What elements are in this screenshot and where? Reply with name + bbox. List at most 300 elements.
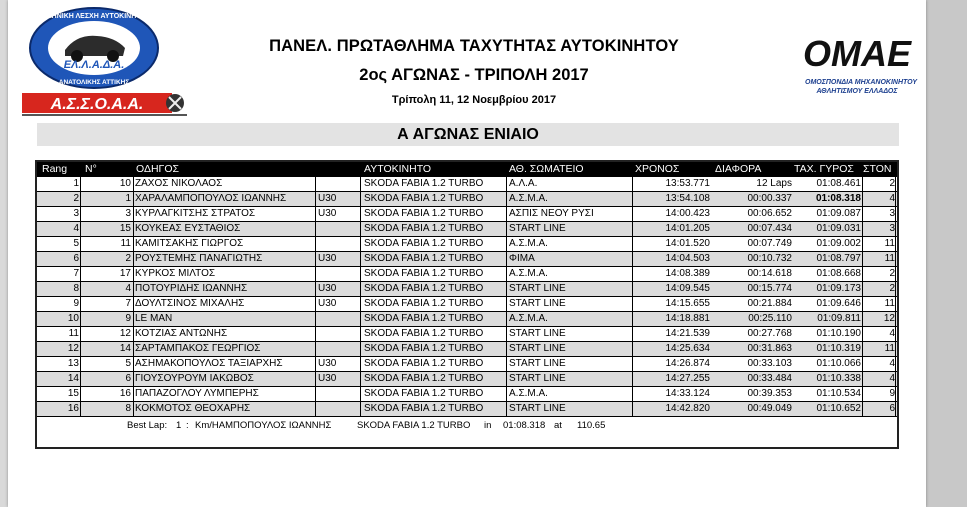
cell-time: 14:42.820 [665,403,710,414]
cell-driver: ΠΑΠΑΖΟΓΛΟΥ ΛΥΜΠΕΡΗΣ [135,388,259,399]
cell-cls: U30 [318,253,337,264]
column-divider [632,312,633,326]
column-divider [80,222,81,236]
cell-rang: 9 [73,298,79,309]
column-divider [895,312,896,326]
cell-fastlap: 01:10.066 [816,358,861,369]
cell-diff: 12 Laps [756,178,792,189]
cell-no: 17 [119,268,131,279]
cell-car: SKODA FABIA 1.2 TURBO [364,253,484,264]
column-divider [862,297,863,311]
cell-no: 4 [125,283,131,294]
cell-fastlap: 01:09.087 [816,208,861,219]
cell-no: 14 [119,343,131,354]
cell-rang: 8 [73,283,79,294]
cell-club: ΦΙΜΑ [509,253,535,264]
column-divider [133,192,134,206]
column-divider [133,252,134,266]
column-divider [506,222,507,236]
section-title: Α ΑΓΩΝΑΣ ΕΝΙΑΙΟ [397,126,539,143]
column-divider [862,327,863,341]
cell-rang: 10 [67,313,79,324]
column-divider [133,402,134,416]
cell-driver: ΔΟΥΛΤΣΙΝΟΣ ΜΙΧΑΛΗΣ [135,298,245,309]
column-divider [895,237,896,251]
column-divider [895,372,896,386]
col-fastlap: ΤΑΧ. ΓΥΡΟΣ [794,163,854,175]
cell-diff: 00:25.110 [748,313,792,324]
column-divider [632,177,633,191]
cell-driver: LE MAN [135,313,173,324]
cell-club: ΑΣΠΙΣ ΝΕΟΥ ΡΥΣΙ [509,208,594,219]
column-divider [506,342,507,356]
column-divider [895,387,896,401]
column-divider [506,192,507,206]
table-row [37,342,897,357]
cell-rang: 3 [73,208,79,219]
best-lap-car: SKODA FABIA 1.2 TURBO [357,420,471,431]
cell-time: 14:15.655 [665,298,710,309]
column-divider [632,237,633,251]
column-divider [632,222,633,236]
cell-driver: ΚΟΥΚΕΑΣ ΕΥΣΤΑΘΙΟΣ [135,223,241,234]
cell-fastlap: 01:08.318 [815,193,861,204]
column-divider [315,327,316,341]
cell-time: 14:18.881 [665,313,710,324]
column-divider [895,282,896,296]
cell-club: START LINE [509,298,566,309]
cell-rang: 16 [67,403,79,414]
cell-diff: 00:15.774 [747,283,792,294]
cell-on-lap: 11 [884,238,895,249]
cell-rang: 12 [67,343,79,354]
cell-on-lap: 2 [889,283,895,294]
column-divider [862,342,863,356]
column-divider [80,282,81,296]
column-divider [315,312,316,326]
cell-no: 11 [120,238,131,249]
column-divider [315,282,316,296]
cell-fastlap: 01:08.461 [816,178,861,189]
column-divider [862,222,863,236]
column-divider [360,297,361,311]
column-divider [360,282,361,296]
logo-ring-text: ΕΛΛΗΝΙΚΗ ΛΕΣΧΗ ΑΥΤΟΚΙΝΗΤΟΥ [37,13,151,20]
cell-on-lap: 4 [889,358,895,369]
cell-club: START LINE [509,223,566,234]
cell-on-lap: 3 [889,223,895,234]
column-divider [506,177,507,191]
col-club: ΑΘ. ΣΩΜΑΤΕΙΟ [509,163,584,175]
cell-club: Α.Σ.Μ.Α. [509,388,548,399]
column-divider [133,207,134,221]
table-row [37,237,897,252]
omae-logo-text: ΟΜΑΕ [803,33,911,74]
column-divider [862,402,863,416]
cell-time: 13:54.108 [665,193,710,204]
cell-driver: ΓΙΟΥΣΟΥΡΟΥΜ ΙΑΚΩΒΟΣ [135,373,254,384]
column-divider [80,192,81,206]
column-divider [632,252,633,266]
cell-no: 12 [119,328,131,339]
column-divider [632,207,633,221]
banner-logo-text: Α.Σ.Σ.Ο.Α.Α. [50,96,144,113]
column-divider [862,177,863,191]
column-divider [862,312,863,326]
cell-rang: 15 [67,388,79,399]
table-row [37,267,897,282]
cell-time: 14:26.874 [665,358,710,369]
column-divider [315,252,316,266]
cell-no: 10 [119,178,131,189]
column-divider [360,222,361,236]
column-divider [862,387,863,401]
cell-time: 13:53.771 [665,178,710,189]
column-divider [862,237,863,251]
cell-no: 2 [125,253,131,264]
cell-fastlap: 01:10.190 [816,328,861,339]
cell-car: SKODA FABIA 1.2 TURBO [364,283,484,294]
best-lap-at: at [554,420,562,431]
column-divider [862,267,863,281]
logo-ring-bottom-text: ΑΝΑΤΟΛΙΚΗΣ ΑΤΤΙΚΗΣ [58,79,130,86]
table-header [37,162,897,177]
cell-driver: ΚΥΡΛΑΓΚΙΤΣΗΣ ΣΤΡΑΤΟΣ [135,208,256,219]
column-divider [506,402,507,416]
column-divider [315,402,316,416]
best-lap-number: 1 [176,420,182,431]
cell-driver: ΠΟΤΟΥΡΙΔΗΣ ΙΩΑΝΝΗΣ [135,283,248,294]
best-lap-label: Best Lap: [127,420,168,431]
cell-club: Α.Σ.Μ.Α. [509,238,548,249]
cell-driver: ΡΟΥΣΤΕΜΗΣ ΠΑΝΑΓΙΩΤΗΣ [135,253,263,264]
column-divider [506,282,507,296]
cell-club: START LINE [509,328,566,339]
best-lap-marker: : [186,420,189,431]
cell-car: SKODA FABIA 1.2 TURBO [364,298,484,309]
column-divider [862,192,863,206]
table-row [37,192,897,207]
omae-logo-sub1: ΟΜΟΣΠΟΝΔΙΑ ΜΗΧΑΝΟΚΙΝΗΤΟΥ [805,79,917,86]
cell-driver: ΣΑΡΤΑΜΠΑΚΟΣ ΓΕΩΡΓΙΟΣ [135,343,261,354]
col-onlap: ΣΤΟΝ [863,163,892,175]
column-divider [133,357,134,371]
cell-cls: U30 [318,283,337,294]
table-row [37,177,897,192]
cell-time: 14:08.389 [665,268,710,279]
column-divider [315,237,316,251]
column-divider [315,297,316,311]
best-lap-time: 01:08.318 [503,420,546,431]
column-divider [133,387,134,401]
column-divider [360,252,361,266]
cell-on-lap: 12 [883,313,895,324]
column-divider [80,327,81,341]
column-divider [862,372,863,386]
table-row [37,282,897,297]
cell-rang: 2 [73,193,79,204]
column-divider [360,387,361,401]
cell-on-lap: 4 [889,193,895,204]
cell-on-lap: 2 [889,268,895,279]
cell-driver: ΚΟΚΜΟΤΟΣ ΘΕΟΧΑΡΗΣ [135,403,251,414]
cell-cls: U30 [318,298,337,309]
table-row [37,297,897,312]
column-divider [632,282,633,296]
cell-fastlap: 01:09.646 [816,298,861,309]
column-divider [895,207,896,221]
column-divider [895,192,896,206]
column-divider [895,177,896,191]
column-divider [506,387,507,401]
cell-fastlap: 01:10.319 [816,343,861,354]
cell-club: Α.Λ.Α. [509,178,538,189]
column-divider [315,207,316,221]
cell-car: SKODA FABIA 1.2 TURBO [364,268,484,279]
cell-driver: ΚΑΜΙΤΣΑΚΗΣ ΓΙΩΡΓΟΣ [135,238,244,249]
cell-time: 14:04.503 [665,253,710,264]
column-divider [360,402,361,416]
column-divider [133,237,134,251]
cell-club: START LINE [509,403,566,414]
column-divider [80,207,81,221]
cell-fastlap: 01:09.002 [816,238,861,249]
column-divider [133,312,134,326]
cell-no: 6 [125,373,131,384]
cell-time: 14:21.539 [665,328,710,339]
col-number: N° [85,163,97,175]
cell-diff: 00:06.652 [747,208,792,219]
column-divider [315,372,316,386]
cell-on-lap: 4 [889,328,895,339]
column-divider [360,237,361,251]
column-divider [315,357,316,371]
cell-on-lap: 3 [889,208,895,219]
column-divider [133,372,134,386]
table-row [37,222,897,237]
column-divider [506,372,507,386]
column-divider [360,357,361,371]
column-divider [506,297,507,311]
column-divider [862,282,863,296]
table-row [37,252,897,267]
column-divider [315,222,316,236]
cell-car: SKODA FABIA 1.2 TURBO [364,328,484,339]
cell-car: SKODA FABIA 1.2 TURBO [364,223,484,234]
cell-on-lap: 11 [884,343,895,354]
table-row [37,402,897,417]
column-divider [80,387,81,401]
cell-no: 5 [125,358,131,369]
column-divider [632,372,633,386]
cell-club: Α.Σ.Μ.Α. [509,268,548,279]
column-divider [133,177,134,191]
best-lap-footer [37,420,897,440]
column-divider [506,312,507,326]
col-rang: Rang [42,163,68,175]
cell-on-lap: 6 [889,403,895,414]
column-divider [862,357,863,371]
column-divider [80,402,81,416]
column-divider [632,327,633,341]
cell-on-lap: 4 [889,373,895,384]
cell-no: 9 [125,313,131,324]
cell-driver: ΑΣΗΜΑΚΟΠΟΥΛΟΣ ΤΑΞΙΑΡΧΗΣ [135,358,283,369]
column-divider [895,357,896,371]
column-divider [80,237,81,251]
cell-driver: ΖΑΧΟΣ ΝΙΚΟΛΑΟΣ [135,178,223,189]
logo-center-text: ΕΛ.Λ.Α.Δ.Α. [63,59,125,71]
column-divider [895,252,896,266]
column-divider [360,207,361,221]
column-divider [506,267,507,281]
column-divider [360,192,361,206]
column-divider [360,177,361,191]
cell-car: SKODA FABIA 1.2 TURBO [364,403,484,414]
column-divider [315,342,316,356]
cell-car: SKODA FABIA 1.2 TURBO [364,313,484,324]
column-divider [632,297,633,311]
column-divider [632,342,633,356]
cell-fastlap: 01:08.668 [816,268,861,279]
cell-diff: 00:31.863 [747,343,792,354]
cell-no: 15 [119,223,131,234]
cell-diff: 00:39.353 [747,388,792,399]
cell-diff: 00:10.732 [747,253,792,264]
cell-club: Α.Σ.Μ.Α. [509,313,548,324]
cell-car: SKODA FABIA 1.2 TURBO [364,208,484,219]
cell-on-lap: 9 [889,388,895,399]
column-divider [506,327,507,341]
best-lap-in: in [484,420,492,431]
cell-time: 14:27.255 [665,373,710,384]
column-divider [315,267,316,281]
cell-rang: 4 [73,223,79,234]
cell-fastlap: 01:10.652 [816,403,861,414]
cell-no: 16 [119,388,131,399]
table-row [37,312,897,327]
cell-diff: 00:33.484 [747,373,792,384]
column-divider [133,222,134,236]
cell-diff: 00:07.434 [747,223,792,234]
cell-car: SKODA FABIA 1.2 TURBO [364,373,484,384]
cell-on-lap: 11 [884,298,895,309]
column-divider [862,207,863,221]
cell-car: SKODA FABIA 1.2 TURBO [364,358,484,369]
column-divider [315,177,316,191]
event-title: 2ος ΑΓΩΝΑΣ - ΤΡΙΠΟΛΗ 2017 [359,66,589,84]
column-divider [360,312,361,326]
cell-club: START LINE [509,358,566,369]
table-row [37,372,897,387]
table-row [37,207,897,222]
cell-no: 7 [125,298,131,309]
cell-diff: 00:14.618 [747,268,792,279]
cell-fastlap: 01:08.797 [816,253,861,264]
column-divider [133,282,134,296]
column-divider [632,192,633,206]
cell-rang: 14 [67,373,79,384]
column-divider [506,357,507,371]
cell-diff: 00:49.049 [747,403,792,414]
cell-cls: U30 [318,193,337,204]
cell-fastlap: 01:09.811 [817,313,861,324]
column-divider [360,327,361,341]
column-divider [133,297,134,311]
column-divider [632,357,633,371]
section-header [37,123,899,146]
col-time: ΧΡΟΝΟΣ [635,163,680,175]
column-divider [80,372,81,386]
table-row [37,327,897,342]
cell-diff: 00:00.337 [747,193,792,204]
cell-fastlap: 01:09.031 [816,223,861,234]
championship-title: ΠΑΝΕΛ. ΠΡΩΤΑΘΛΗΜΑ ΤΑΧΥΤΗΤΑΣ ΑΥΤΟΚΙΝΗΤΟΥ [269,37,679,55]
cell-car: SKODA FABIA 1.2 TURBO [364,178,484,189]
column-divider [632,402,633,416]
column-divider [895,402,896,416]
column-divider [315,192,316,206]
column-divider [506,237,507,251]
cell-time: 14:33.124 [665,388,710,399]
cell-no: 1 [125,193,131,204]
cell-time: 14:01.520 [665,238,710,249]
results-table [35,160,899,449]
column-divider [80,177,81,191]
column-divider [315,387,316,401]
cell-club: START LINE [509,343,566,354]
cell-diff: 00:07.749 [747,238,792,249]
column-divider [862,252,863,266]
column-divider [360,372,361,386]
column-divider [506,207,507,221]
cell-club: START LINE [509,373,566,384]
cell-rang: 1 [73,178,79,189]
cell-fastlap: 01:10.338 [816,373,861,384]
column-divider [80,297,81,311]
column-divider [632,387,633,401]
best-lap-driver: Km/ΗΑΜΠΟΠΟΥΛΟΣ ΙΩΑΝΝΗΣ [195,420,332,431]
cell-no: 8 [125,403,131,414]
cell-rang: 11 [68,328,79,339]
cell-fastlap: 01:09.173 [816,283,861,294]
cell-driver: ΧΑΡΑΛΑΜΠΟΠΟΥΛΟΣ ΙΩΑΝΝΗΣ [135,193,287,204]
cell-rang: 7 [73,268,79,279]
column-divider [895,327,896,341]
column-divider [360,267,361,281]
column-divider [895,297,896,311]
cell-time: 14:25.634 [665,343,710,354]
cell-diff: 00:21.884 [747,298,792,309]
column-divider [895,342,896,356]
column-divider [80,357,81,371]
cell-rang: 13 [67,358,79,369]
cell-rang: 6 [73,253,79,264]
column-divider [80,252,81,266]
cell-time: 14:00.423 [665,208,710,219]
cell-cls: U30 [318,208,337,219]
cell-rang: 5 [73,238,79,249]
column-divider [80,342,81,356]
cell-car: SKODA FABIA 1.2 TURBO [364,238,484,249]
col-car: ΑΥΤΟΚΙΝΗΤΟ [364,163,432,175]
cell-club: START LINE [509,283,566,294]
cell-cls: U30 [318,373,337,384]
event-date: Τρίπολη 11, 12 Νοεμβρίου 2017 [391,94,557,106]
cell-diff: 00:27.768 [747,328,792,339]
cell-no: 3 [125,208,131,219]
column-divider [133,267,134,281]
